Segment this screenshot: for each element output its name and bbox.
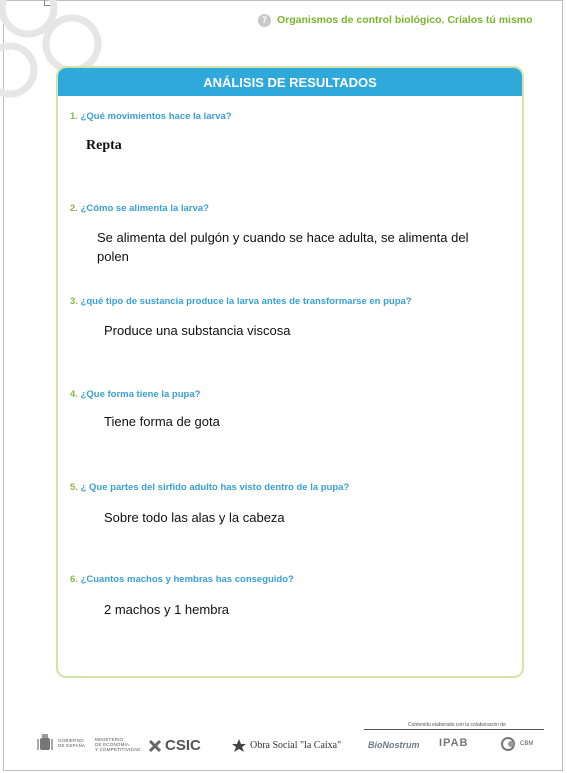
csic-emblem-icon [148, 739, 162, 753]
gobierno-line-2: DE ESPAÑA [58, 743, 86, 748]
bionostrum-logo: BioNostrum [368, 740, 420, 750]
question-number: 5. [70, 482, 78, 493]
csic-logo [148, 737, 201, 754]
obra-social-logo [231, 738, 341, 752]
gobierno-logo [36, 733, 85, 753]
footer-collaboration-note: Contenido elaborado con la colaboración de [408, 722, 506, 728]
answer-5: Sobre todo las alas y la cabeza [104, 510, 285, 525]
question-number: 3. [70, 296, 78, 307]
answer-1: Repta [86, 138, 122, 153]
question-number: 4. [70, 389, 78, 400]
question-text: ¿ Que partes del sirfido adulto has visto dentro de la pupa? [80, 482, 350, 493]
coat-of-arms-icon [36, 733, 54, 753]
results-card [56, 66, 524, 678]
answer-3: Produce una substancia viscosa [104, 323, 291, 338]
ministerio-line-2: DE ECONOMÍA [95, 742, 130, 747]
ministerio-logo [95, 737, 141, 752]
question-text: ¿Que forma tiene la pupa? [80, 389, 201, 400]
answer-2 [97, 228, 468, 266]
question-3 [70, 296, 412, 307]
cbm-text: CBM [520, 741, 534, 747]
csic-text: CSIC [165, 737, 201, 754]
question-number: 1. [70, 111, 78, 122]
ipab-logo: IPAB [439, 737, 469, 749]
question-text: ¿Qué movimientos hace la larva? [80, 111, 232, 122]
question-number: 2. [70, 203, 78, 214]
question-text: ¿qué tipo de sustancia produce la larva antes de transformarse en pupa? [80, 296, 412, 307]
question-5 [70, 482, 349, 493]
answer-2-line-2: polen [97, 249, 129, 264]
obra-social-text: Obra Social "la Caixa" [250, 739, 342, 751]
cbm-emblem-icon [500, 736, 518, 752]
question-text: ¿Cuantos machos y hembras has conseguido? [80, 574, 294, 585]
question-4 [70, 389, 200, 400]
header-title: Organismos de control biológico. Críalos tú mismo [277, 14, 533, 26]
card-title: ANÁLISIS DE RESULTADOS [58, 68, 522, 96]
chapter-badge: 7 [258, 14, 271, 27]
cbm-logo [500, 736, 533, 752]
star-icon [231, 738, 247, 752]
question-1 [70, 111, 232, 122]
footer-divider [364, 729, 544, 730]
question-6 [70, 574, 294, 585]
gobierno-line-1: GOBIERNO [58, 738, 84, 743]
answer-4: Tiene forma de gota [104, 414, 220, 429]
ministerio-line-1: MINISTERIO [95, 737, 124, 742]
question-text: ¿Cómo se alimenta la larva? [80, 203, 209, 214]
answer-2-line-1: Se alimenta del pulgón y cuando se hace adulta, se alimenta del [97, 230, 469, 245]
question-number: 6. [70, 574, 78, 585]
question-2 [70, 203, 209, 214]
page-header [258, 12, 533, 28]
ministerio-line-3: Y COMPETITIVIDAD [95, 747, 141, 752]
answer-6: 2 machos y 1 hembra [104, 602, 230, 617]
